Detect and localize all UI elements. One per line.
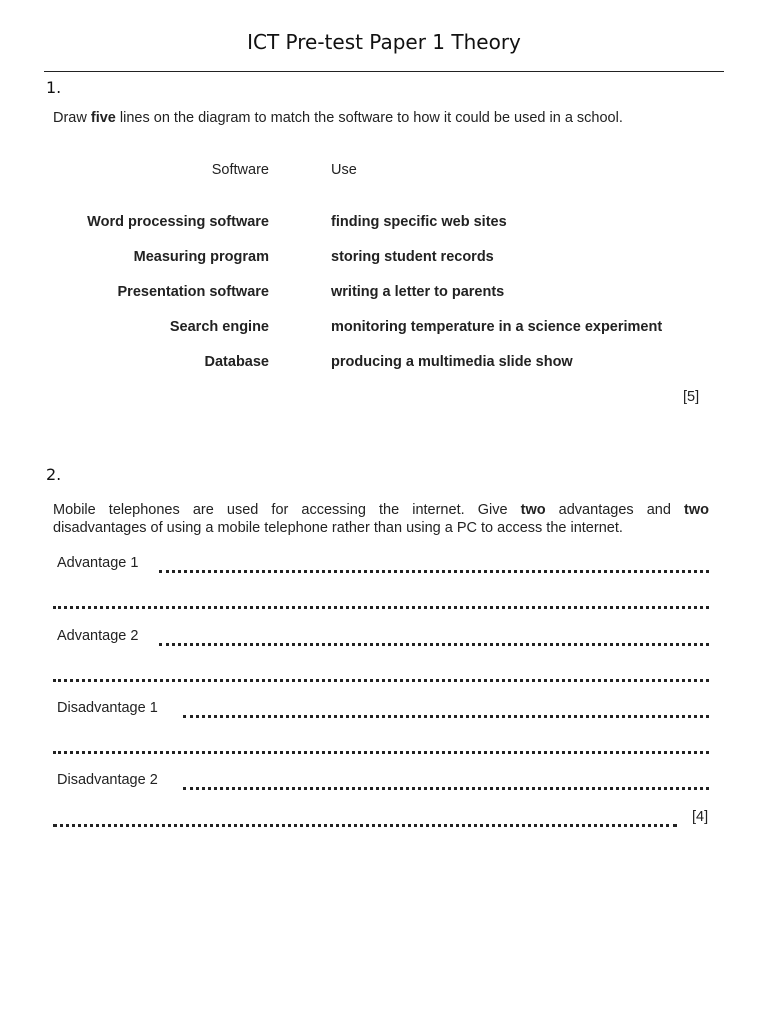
- page-title: ICT Pre-test Paper 1 Theory: [247, 30, 521, 54]
- answer-line-disadvantage-2[interactable]: [183, 787, 709, 790]
- software-item: Search engine: [169, 319, 269, 335]
- use-item: finding specific web sites: [331, 214, 507, 230]
- question-2-instruction: Mobile telephones are used for accessing the internet. Give two advantages and two disadvantages of using a mobile telephone rather than using a PC to access the internet.: [53, 502, 709, 536]
- software-item: Word processing software: [87, 214, 269, 230]
- software-column-header: Software: [211, 162, 269, 178]
- answer-line-advantage-1-continued[interactable]: [53, 606, 709, 609]
- question-2-marks: [4]: [692, 809, 709, 825]
- answer-line-disadvantage-1[interactable]: [183, 715, 709, 718]
- use-item: storing student records: [331, 249, 494, 265]
- question-1-instruction: Draw five lines on the diagram to match the software to how it could be used in a school.: [53, 110, 623, 126]
- question-2-number: 2.: [46, 465, 62, 484]
- answer-label-advantage-1: Advantage 1: [57, 555, 139, 571]
- answer-line-disadvantage-2-continued[interactable]: [53, 824, 677, 827]
- software-item: Database: [204, 354, 269, 370]
- answer-label-advantage-2: Advantage 2: [57, 628, 139, 644]
- software-item: Measuring program: [133, 249, 269, 265]
- answer-line-advantage-1[interactable]: [159, 570, 709, 573]
- answer-line-advantage-2[interactable]: [159, 643, 709, 646]
- use-item: monitoring temperature in a science experiment: [331, 319, 663, 335]
- header-divider: [44, 71, 724, 72]
- software-item: Presentation software: [117, 284, 269, 300]
- answer-label-disadvantage-1: Disadvantage 1: [57, 700, 158, 716]
- use-item: producing a multimedia slide show: [331, 354, 573, 370]
- question-1-marks: [5]: [683, 389, 700, 405]
- answer-line-disadvantage-1-continued[interactable]: [53, 751, 709, 754]
- use-item: writing a letter to parents: [331, 284, 505, 300]
- answer-line-advantage-2-continued[interactable]: [53, 679, 709, 682]
- use-column-header: Use: [331, 162, 357, 178]
- answer-label-disadvantage-2: Disadvantage 2: [57, 772, 158, 788]
- question-1-number: 1.: [46, 78, 62, 97]
